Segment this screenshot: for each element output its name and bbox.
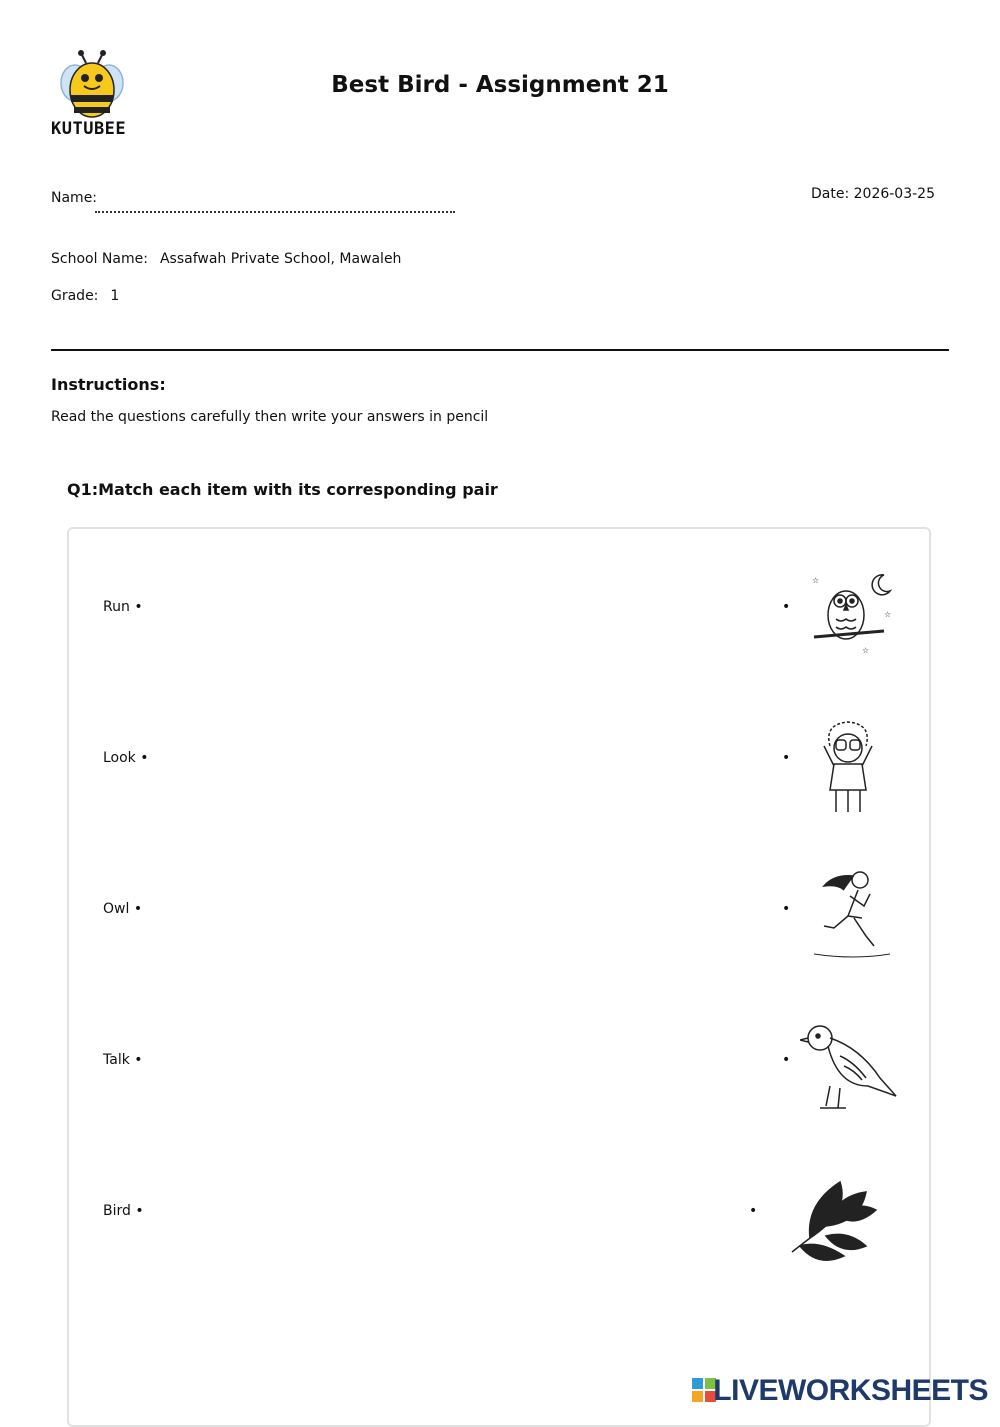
child-with-binoculars-picture-icon[interactable] (800, 716, 896, 812)
match-word-look[interactable]: Look • (103, 750, 149, 766)
school-label: School Name: (51, 251, 148, 267)
svg-text:☆: ☆ (884, 610, 892, 619)
svg-text:☆: ☆ (862, 646, 870, 655)
page-title: Best Bird - Assignment 21 (331, 72, 669, 98)
grade-value: 1 (110, 288, 120, 304)
match-dot-right[interactable]: • (782, 901, 791, 917)
match-dot-right[interactable]: • (782, 1052, 791, 1068)
date-label: Date: (810, 186, 850, 202)
match-word-bird[interactable]: Bird • (103, 1203, 144, 1219)
grade-row (51, 288, 119, 304)
instructions-heading: Instructions: (51, 375, 166, 394)
name-input-line[interactable] (95, 211, 455, 213)
divider (51, 349, 949, 351)
footer-brand: LIVEWORKSHEETS (713, 1374, 988, 1407)
owl-picture-icon[interactable] (800, 565, 896, 661)
grade-label: Grade: (51, 288, 99, 304)
date-row (811, 186, 935, 202)
match-dot-right[interactable]: • (782, 750, 791, 766)
svg-text:☆: ☆ (812, 576, 820, 585)
school-row (51, 251, 401, 267)
match-dot-right[interactable]: • (782, 599, 791, 615)
logo-text: KUTUBEE (51, 119, 127, 139)
leaves-picture-icon[interactable] (786, 1176, 882, 1272)
match-dot-right[interactable]: • (749, 1203, 758, 1219)
school-value: Assafwah Private School, Mawaleh (159, 251, 402, 267)
match-word-talk[interactable]: Talk • (103, 1052, 143, 1068)
name-label: Name: (51, 190, 98, 206)
running-girl-picture-icon[interactable] (804, 866, 900, 962)
matching-panel (67, 527, 931, 1427)
sparrow-bird-picture-icon[interactable] (800, 1016, 896, 1112)
date-value: 2026-03-25 (853, 186, 935, 202)
match-word-owl[interactable]: Owl • (103, 901, 143, 917)
question-label: Q1:Match each item with its corresponding pair (67, 480, 498, 499)
match-word-run[interactable]: Run • (103, 599, 143, 615)
instructions-text: Read the questions carefully then write your answers in pencil (51, 409, 489, 425)
